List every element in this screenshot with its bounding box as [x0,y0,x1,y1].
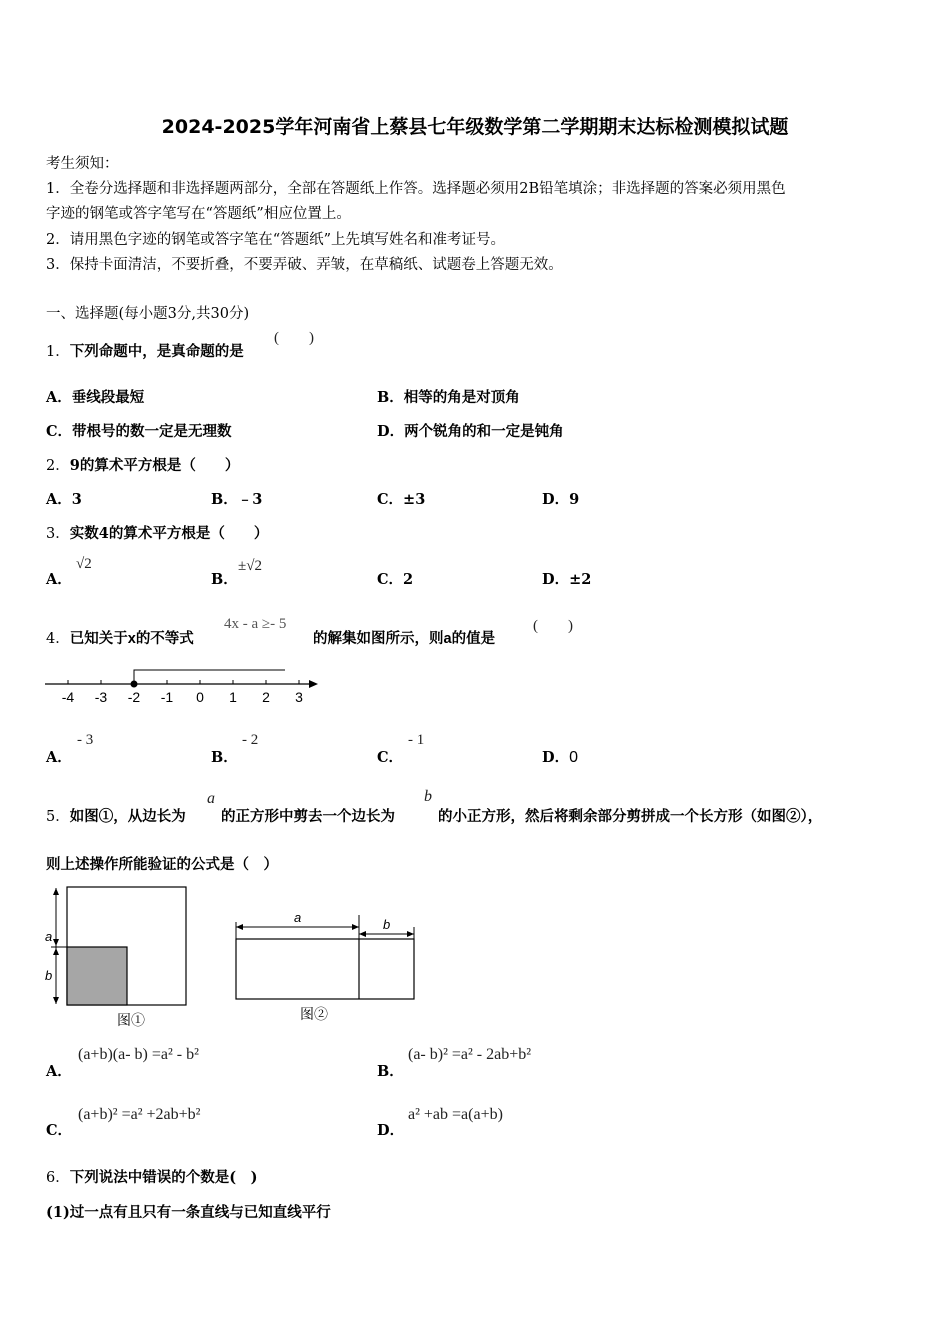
tick-label: 3 [295,689,303,705]
question-stem: 下列说法中错误的个数是( ) [69,1169,258,1186]
tick-label: -3 [94,689,108,705]
question-number: 2． [46,458,70,474]
option-b[interactable]: B． [377,1063,404,1080]
tick-label: 1 [229,689,237,705]
option-a[interactable]: A．垂线段最短 [46,389,145,406]
option-c[interactable]: C．带根号的数一定是无理数 [46,423,232,440]
question-2 [46,454,239,475]
option-d[interactable]: D．两个锐角的和一定是钝角 [377,423,564,440]
question-1 [46,340,244,361]
question-number: 5． [46,809,70,825]
question-4: 4．已知关于x的不等式 [46,630,194,647]
notice-line: 2．请用黑色字迹的钢笔或答字笔在“答题纸”上先填写姓名和准考证号。 [46,232,506,248]
inequality: 4x - a ≥- 5 [224,616,287,632]
var-a: a [207,790,215,807]
option-c[interactable]: C．±3 [377,491,426,508]
label-b: b [45,968,53,983]
option-c[interactable]: C．2 [377,571,414,588]
figure-1 [40,880,200,1032]
answer-paren: ( ) [274,330,314,346]
section-heading: 一、选择题(每小题3分,共30分) [46,306,250,322]
tick-label: -1 [160,689,174,705]
solution-ray [134,670,285,684]
option-b[interactable]: B． [211,571,238,588]
label-a: a [294,910,302,925]
question-5-cont: 的正方形中剪去一个边长为 [221,808,395,825]
label-b: b [383,917,391,932]
small-square [67,947,127,1005]
question-stem: 9的算术平方根是（ ） [69,457,240,474]
option-value: - 2 [242,732,259,748]
option-value: - 1 [408,732,425,748]
option-d[interactable]: D． [377,1122,405,1139]
question-stem: 实数4的算术平方根是（ ） [69,525,269,542]
option-c[interactable]: C． [377,749,404,766]
question-4-cont: 的解集如图所示，则a的值是 [313,630,496,647]
formula: (a- b)² =a² - 2ab+b² [408,1046,532,1063]
question-3 [46,522,268,543]
option-d[interactable]: D．0 [542,749,578,766]
sqrt-expression: ±√2 [238,558,262,574]
formula: (a+b)² =a² +2ab+b² [78,1106,201,1123]
question-number: 3． [46,526,70,542]
option-a[interactable]: A．3 [46,491,82,508]
option-b[interactable]: B．﹣3 [211,491,263,508]
var-b: b [424,788,432,805]
tick-label: -4 [61,689,75,705]
tick-label: 0 [196,689,204,705]
option-c[interactable]: C． [46,1122,73,1139]
question-number: 6． [46,1170,70,1186]
formula: a² +ab =a(a+b) [408,1106,503,1123]
option-d[interactable]: D．±2 [542,571,592,588]
tick-label: 2 [262,689,270,705]
question-5-line2: 则上述操作所能验证的公式是（ ） [46,856,278,873]
number-line [40,664,330,709]
page-title: 2024-2025学年河南省上蔡县七年级数学第二学期期末达标检测模拟试题 [161,116,789,138]
question-5-cont: 的小正方形，然后将剩余部分剪拼成一个长方形（如图②）， [438,808,823,825]
option-b[interactable]: B．相等的角是对顶角 [377,389,520,406]
figure-caption: 图① [117,1012,145,1028]
question-5: 5．如图①，从边长为 [46,808,186,825]
option-a[interactable]: A． [46,749,72,766]
notice-line: 3．保持卡面清洁，不要折叠，不要弄破、弄皱，在草稿纸、试题卷上答题无效。 [46,257,563,273]
figure-caption: 图② [300,1006,328,1022]
rectangle [236,939,414,999]
notice-line: 字迹的钢笔或答字笔写在“答题纸”相应位置上。 [46,206,351,222]
label-a: a [45,929,53,944]
question-6 [46,1166,257,1187]
statement-1: (1)过一点有且只有一条直线与已知直线平行 [46,1204,331,1221]
tick-label: -2 [127,689,141,705]
notice-heading: 考生须知： [46,156,119,172]
sqrt-expression: √2 [76,556,92,572]
option-a[interactable]: A． [46,571,72,588]
figure-2 [228,905,424,1030]
question-number: 4． [46,631,70,647]
question-stem: 下列命题中，是真命题的是 [69,343,244,360]
notice-line: 1．全卷分选择题和非选择题两部分，全部在答题纸上作答。选择题必须用2B铅笔填涂；非选择题的答案必须用黑色 [46,181,786,197]
option-value: - 3 [77,732,94,748]
formula: (a+b)(a- b) =a² - b² [78,1046,199,1063]
option-d[interactable]: D．9 [542,491,580,508]
option-a[interactable]: A． [46,1063,72,1080]
answer-paren: ( ) [533,618,573,634]
axis-arrow [309,680,318,688]
question-number: 1． [46,344,70,360]
option-b[interactable]: B． [211,749,238,766]
solution-point [131,681,138,688]
